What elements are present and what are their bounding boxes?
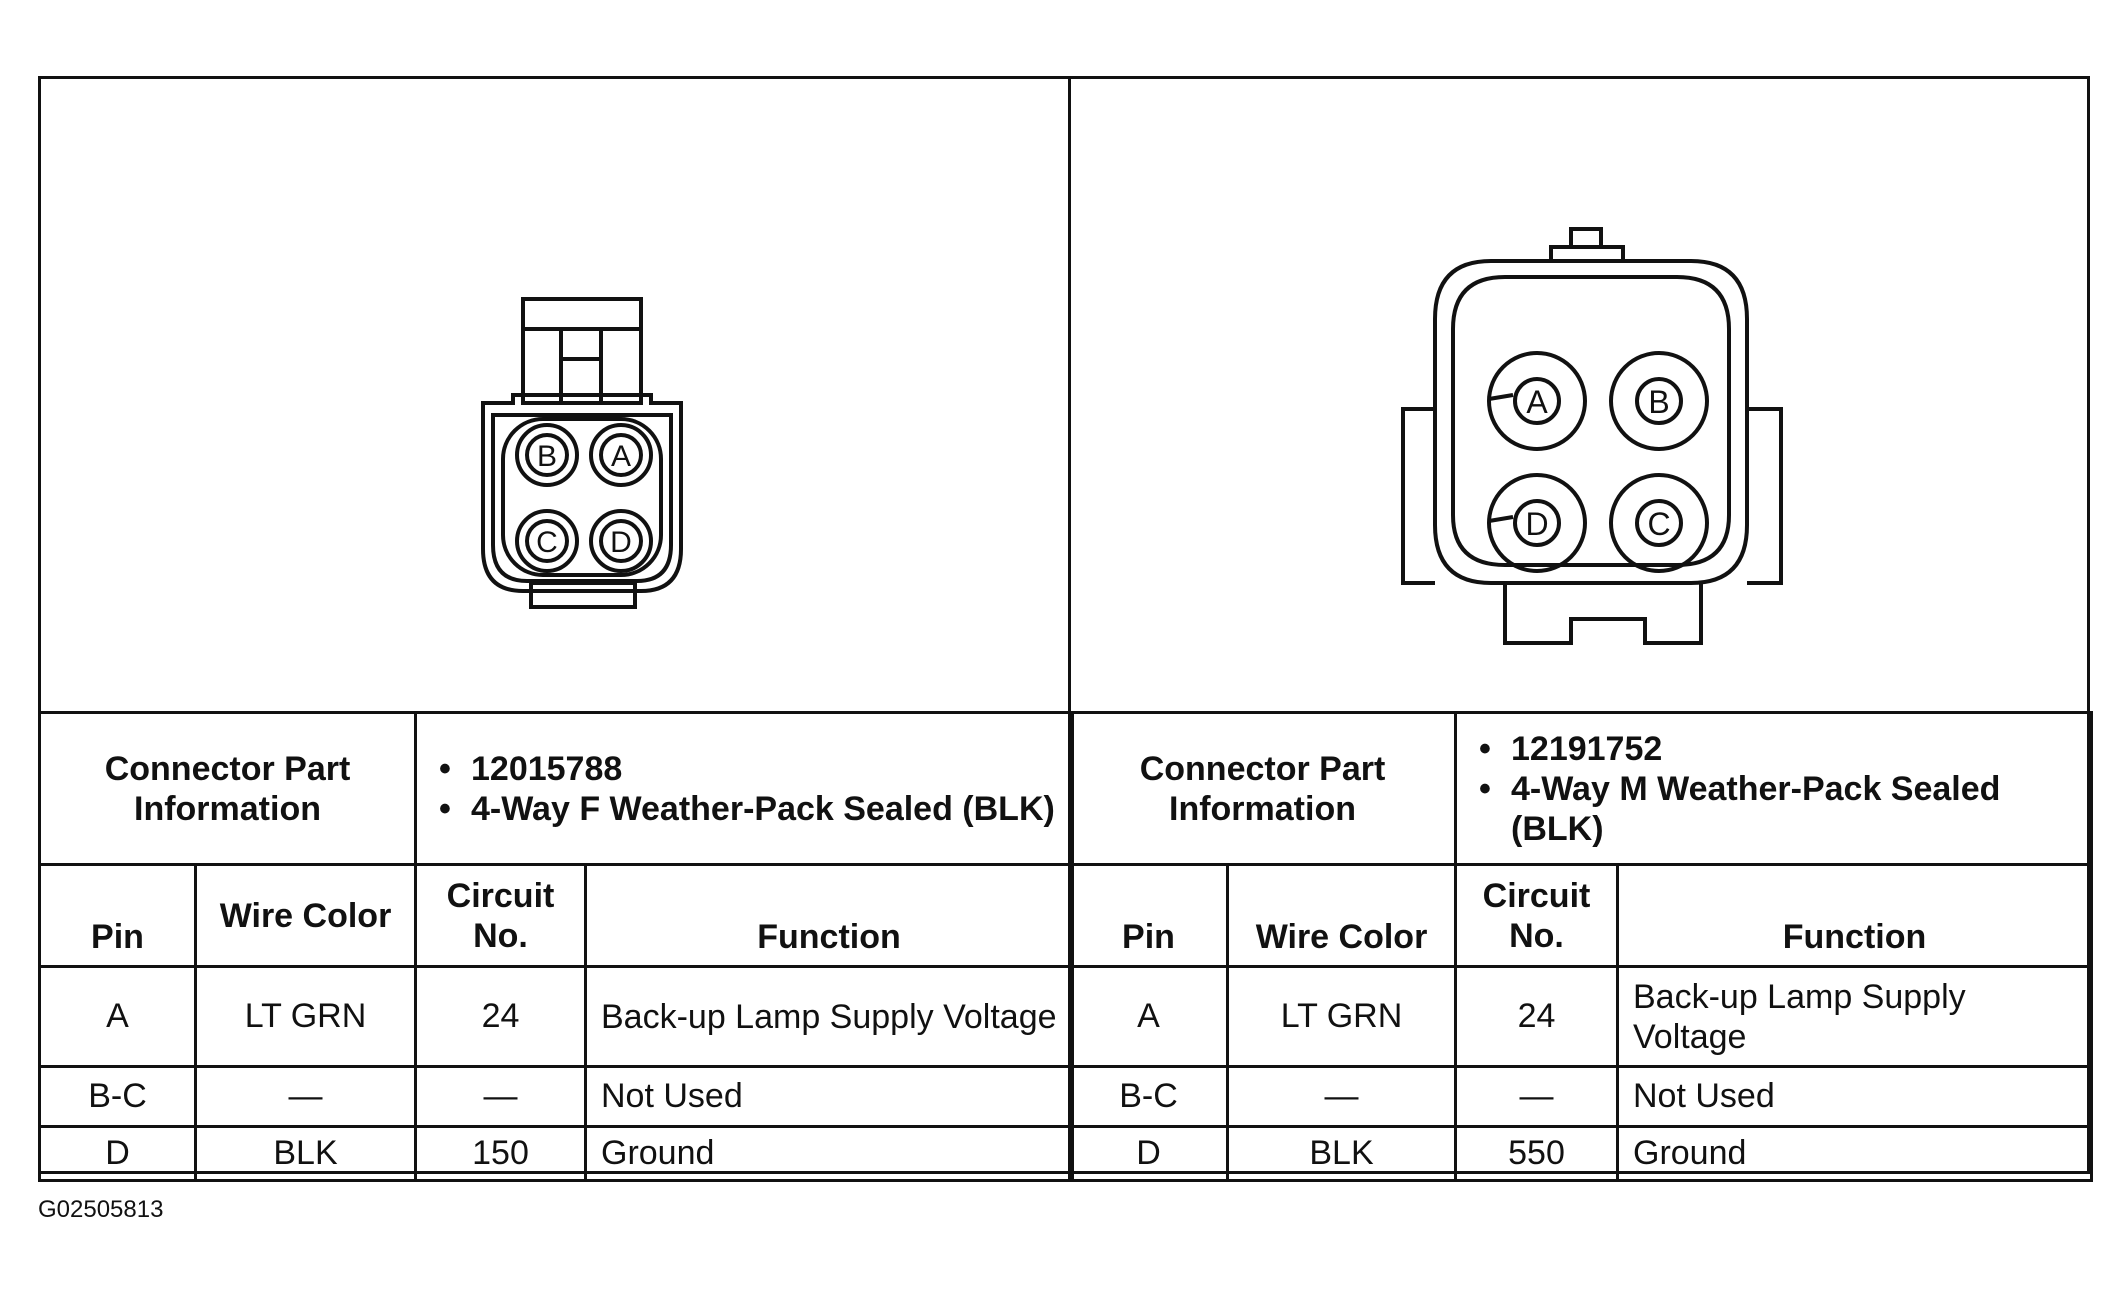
pin-cell: B-C [1070,1067,1228,1127]
male-pin-label: A [1526,384,1548,420]
header-wire-color: Wire Color [196,865,416,967]
wire-color-cell: LT GRN [1228,967,1456,1067]
female-pin-label: D [610,526,632,559]
table-header-row [40,865,1073,967]
circuit-no-cell: — [416,1067,586,1127]
circuit-no-cell: 24 [1456,967,1618,1067]
connector-info-row [40,713,1073,865]
right-connector-table [1068,711,2093,1182]
header-circuit-no: Circuit No. [1456,865,1618,967]
function-cell: Not Used [586,1067,1073,1127]
figure-id: G02505813 [38,1196,164,1223]
female-pin-label: A [610,440,632,473]
circuit-no-cell: — [1456,1067,1618,1127]
function-cell: Back-up Lamp Supply Voltage [1618,967,2092,1067]
connector-info-label: Connector Part Information [1070,713,1456,865]
circuit-no-cell: 550 [1456,1127,1618,1181]
header-circuit-no: Circuit No. [416,865,586,967]
female-connector-diagram [431,219,711,639]
table-row [40,1127,1073,1181]
pin-cell: D [1070,1127,1228,1181]
circuit-no-cell: 150 [416,1127,586,1181]
pin-cell: A [1070,967,1228,1067]
header-pin: Pin [1070,865,1228,967]
header-function: Function [1618,865,2092,967]
male-pin-label: D [1525,506,1549,542]
function-cell: Ground [586,1127,1073,1181]
function-cell: Not Used [1618,1067,2092,1127]
connector-info-label: Connector Part Information [40,713,416,865]
header-function: Function [586,865,1073,967]
circuit-no-cell: 24 [416,967,586,1067]
table-row [1070,1127,2092,1181]
connector-info-values [416,713,1073,865]
function-cell: Back-up Lamp Supply Voltage [586,967,1073,1067]
connector-chart-frame [38,76,2090,1174]
connector-description: • 4-Way F Weather-Pack Sealed (BLK) [431,789,1057,829]
connector-info-row [1070,713,2092,865]
wire-color-cell: LT GRN [196,967,416,1067]
table-row [1070,967,2092,1067]
part-number: • 12191752 [1471,729,2076,769]
pin-cell: A [40,967,196,1067]
table-row [40,967,1073,1067]
male-pin-label: B [1648,384,1670,420]
male-pin-terminals [1489,353,1707,571]
left-connector-table [38,711,1074,1182]
pin-cell: D [40,1127,196,1181]
wire-color-cell: BLK [1228,1127,1456,1181]
pin-cell: B-C [40,1067,196,1127]
connector-info-values [1456,713,2092,865]
male-pin-label: C [1647,506,1671,542]
part-number: • 12015788 [431,749,1057,789]
table-header-row [1070,865,2092,967]
female-pin-label: C [536,526,558,559]
wire-color-cell: — [196,1067,416,1127]
function-cell: Ground [1618,1127,2092,1181]
connector-description: • 4-Way M Weather-Pack Sealed (BLK) [1471,769,2076,849]
table-row [40,1067,1073,1127]
male-connector-diagram [1401,159,1821,679]
wire-color-cell: BLK [196,1127,416,1181]
female-pin-label: B [536,440,558,473]
header-wire-color: Wire Color [1228,865,1456,967]
header-pin: Pin [40,865,196,967]
wire-color-cell: — [1228,1067,1456,1127]
table-row [1070,1067,2092,1127]
